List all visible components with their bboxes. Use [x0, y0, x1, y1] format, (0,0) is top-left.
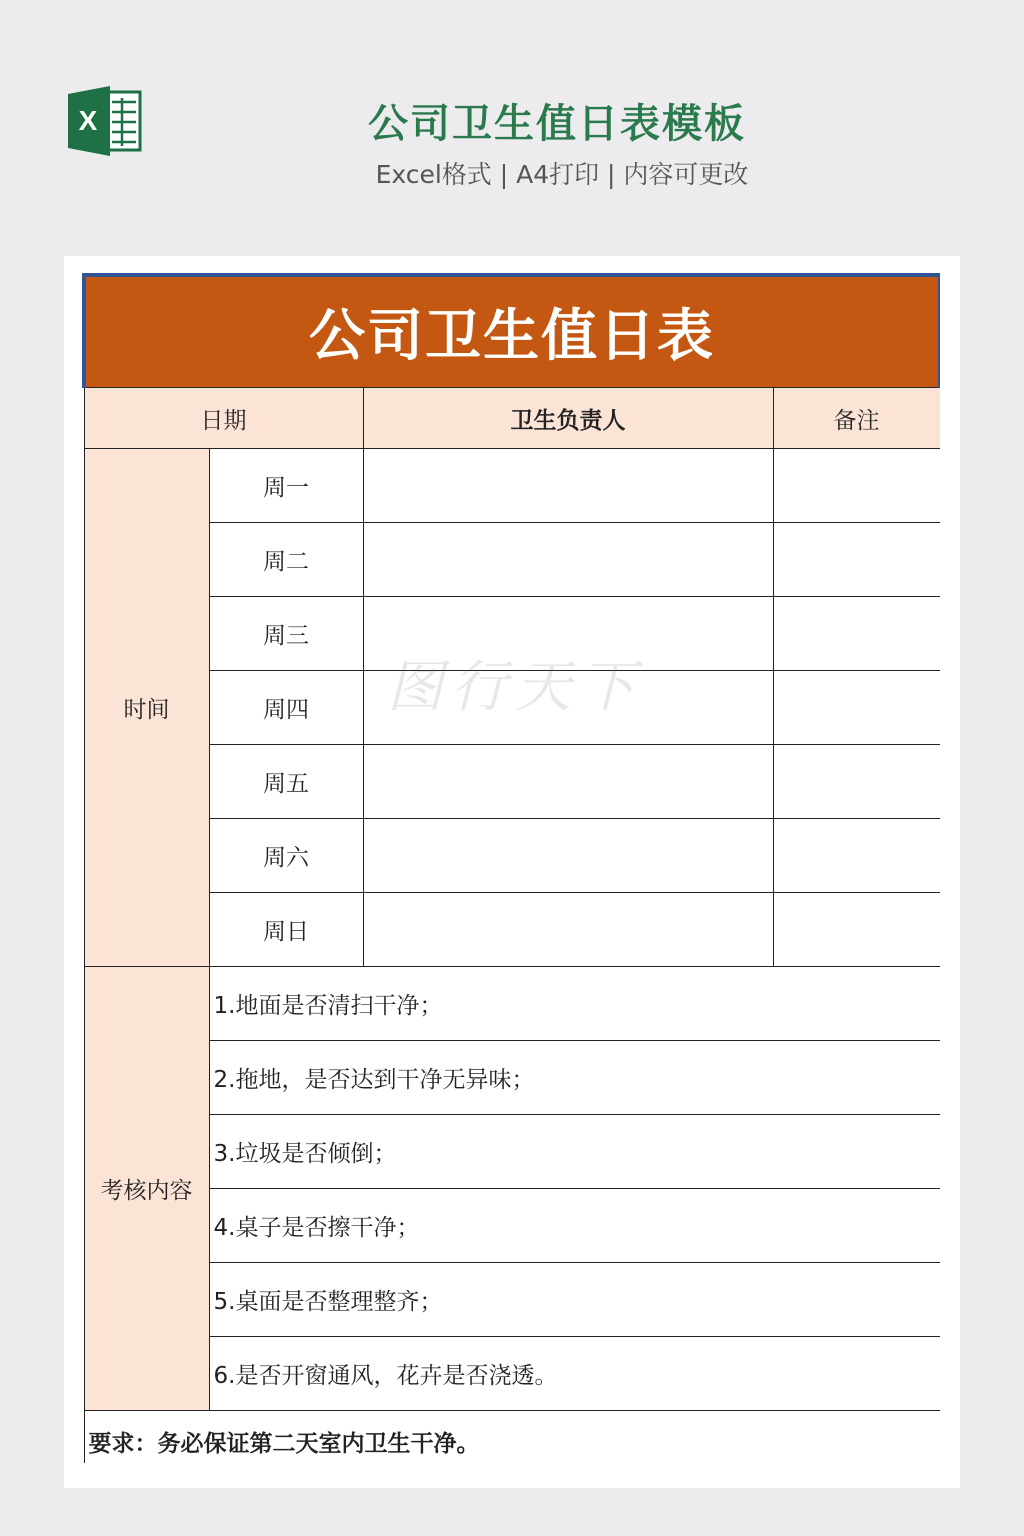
page-subtitle: Excel格式 | A4打印 | 内容可更改 [375, 160, 749, 189]
table-row [84, 449, 940, 523]
day-cell: 周五 [209, 745, 363, 819]
day-cell: 周六 [209, 819, 363, 893]
day-cell: 周三 [209, 597, 363, 671]
note-cell[interactable] [773, 597, 940, 671]
criteria-row [84, 1041, 940, 1115]
person-cell[interactable] [363, 745, 773, 819]
note-cell[interactable] [773, 893, 940, 967]
table-header-row [84, 388, 940, 449]
day-cell: 周日 [209, 893, 363, 967]
criteria-item: 3.垃圾是否倾倒； [209, 1115, 940, 1189]
note-cell[interactable] [773, 819, 940, 893]
note-cell[interactable] [773, 671, 940, 745]
table-row [84, 523, 940, 597]
criteria-item: 5.桌面是否整理整齐； [209, 1263, 940, 1337]
table-row [84, 893, 940, 967]
criteria-row [84, 1115, 940, 1189]
criteria-row [84, 967, 940, 1041]
person-cell[interactable] [363, 449, 773, 523]
sheet-title: 公司卫生值日表 [84, 275, 940, 388]
header-person: 卫生负责人 [363, 388, 773, 449]
header-note: 备注 [773, 388, 940, 449]
watermark: 图行天下 [387, 655, 643, 720]
criteria-row [84, 1337, 940, 1411]
table-row [84, 819, 940, 893]
criteria-label: 考核内容 [84, 967, 209, 1411]
time-label: 时间 [84, 449, 209, 967]
person-cell[interactable] [363, 893, 773, 967]
criteria-row [84, 1189, 940, 1263]
criteria-item: 2.拖地，是否达到干净无异味； [209, 1041, 940, 1115]
requirement-text: 要求：务必保证第二天室内卫生干净。 [84, 1411, 940, 1464]
note-cell[interactable] [773, 745, 940, 819]
header-date: 日期 [84, 388, 363, 449]
table-row [84, 745, 940, 819]
person-cell[interactable] [363, 819, 773, 893]
day-cell: 周一 [209, 449, 363, 523]
person-cell[interactable] [363, 523, 773, 597]
duty-table [82, 273, 940, 1463]
note-cell[interactable] [773, 523, 940, 597]
page-title: 公司卫生值日表模板 [368, 101, 746, 147]
note-cell[interactable] [773, 449, 940, 523]
template-header [0, 0, 1024, 256]
criteria-item: 1.地面是否清扫干净； [209, 967, 940, 1041]
day-cell: 周四 [209, 671, 363, 745]
criteria-row [84, 1263, 940, 1337]
duty-table-container [82, 273, 940, 1463]
requirement-row [84, 1411, 940, 1464]
criteria-item: 4.桌子是否擦干净； [209, 1189, 940, 1263]
criteria-item: 6.是否开窗通风，花卉是否浇透。 [209, 1337, 940, 1411]
excel-icon-letter: X [78, 105, 98, 136]
day-cell: 周二 [209, 523, 363, 597]
